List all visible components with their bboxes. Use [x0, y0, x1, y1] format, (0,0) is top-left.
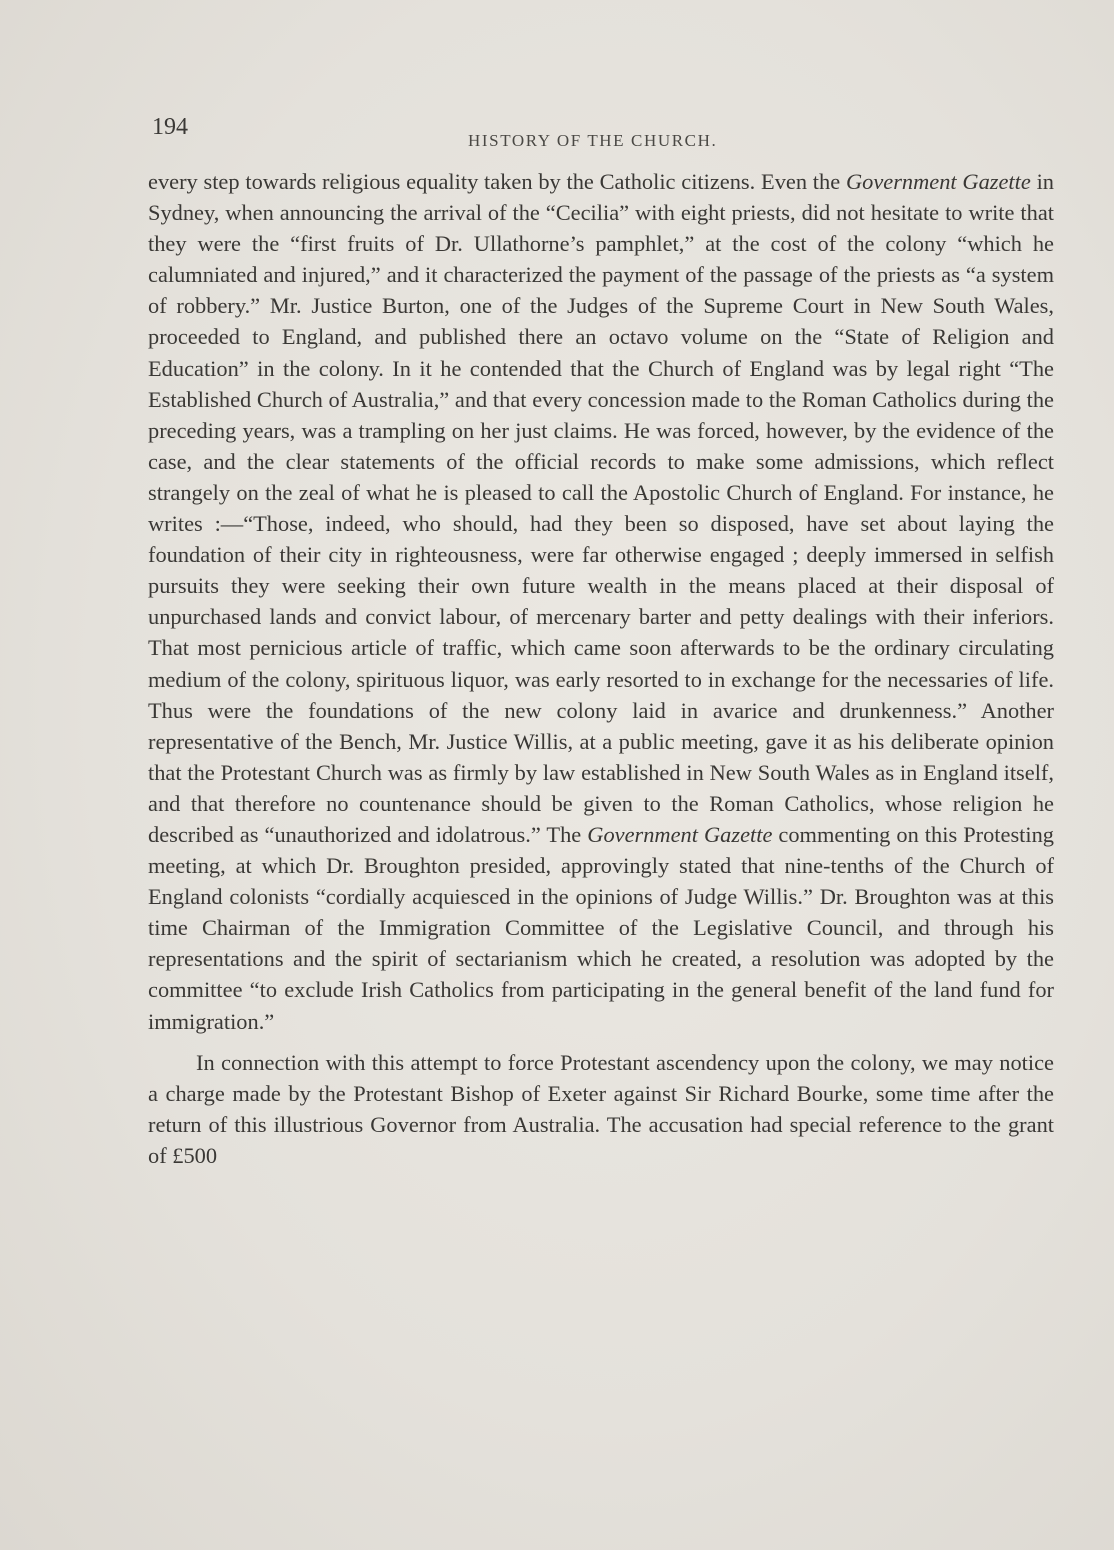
body-text	[148, 166, 1054, 1171]
paragraph-1-segment-2: in Sydney, when announcing the arrival of the “Cecilia” with eight priests, did not hesitate to write that they were the “first fruits of Dr. Ullathorne’s pamphlet,” at the cost of the colony “which he calumniated and injured,” and it characterized the payment of the passage of the priests as “a system of robbery.” Mr. Justice Burton, one of the Judges of the Supreme Court in New South Wales, proceeded to England, and published there an octavo volume on the “State of Religion and Education” in the colony. In it he contended that the Church of England was by legal right “The Established Church of Australia,” and that every concession made to the Roman Catholics during the preceding years, was a trampling on her just claims. He was forced, however, by the evidence of the case, and the clear statements of the official records to make some admissions, which reflect strangely on the zeal of what he is pleased to call the Apostolic Church of England. For instance, he writes :—“Those, indeed, who should, had they been so disposed, have set about laying the foundation of their city in righteousness, were far otherwise engaged ; deeply immersed in selfish pursuits they were seeking their own future wealth in the means placed at their disposal of unpurchased lands and convict labour, of mercenary barter and petty dealings with their inferiors. That most pernicious article of traffic, which came soon afterwards to be the ordinary circulating medium of the colony, spirituous liquor, was early resorted to in exchange for the necessaries of life. Thus were the foundations of the new colony laid in avarice and drunkenness.” Another representative of the Bench, Mr. Justice Willis, at a public meeting, gave it as his deliberate opinion that the Protestant Church was as firmly by law established in New South Wales as in England itself, and that therefore no countenance should be given to the Roman Catholics, whose religion he described as “unauthorized and idolatrous.” The	[148, 169, 1055, 847]
italic-title-government-gazette-2: Government Gazette	[587, 821, 773, 847]
paragraph-2: In connection with this attempt to force Protestant ascendency upon the colony, we may notice a charge made by the Protestant Bishop of Exeter against Sir Richard Bourke, some time after the return of this illustrious Governor from Australia. The accusation had special reference to the grant of £500	[148, 1049, 1054, 1168]
paragraph-1-segment-3: commenting on this Protesting meeting, at which Dr. Broughton presided, approvingly stated that nine-tenths of the Church of England colonists “cordially acquiesced in the opinions of Judge Willis.” Dr. Broughton was at this time Chairman of the Immigration Committee of the Legislative Council, and through his representations and the spirit of sectarianism which he created, a resolution was adopted by the committee “to exclude Irish Catholics from participating in the general benefit of the land fund for immigration.”	[148, 821, 1055, 1034]
running-head: HISTORY OF THE CHURCH.	[468, 131, 718, 150]
italic-title-government-gazette: Government Gazette	[845, 169, 1031, 194]
paragraph-1	[148, 166, 1054, 1037]
page-number: 194	[152, 114, 188, 140]
paragraph-1-segment-1: every step towards religious equality taken by the Catholic citizens. Even the	[148, 169, 846, 194]
